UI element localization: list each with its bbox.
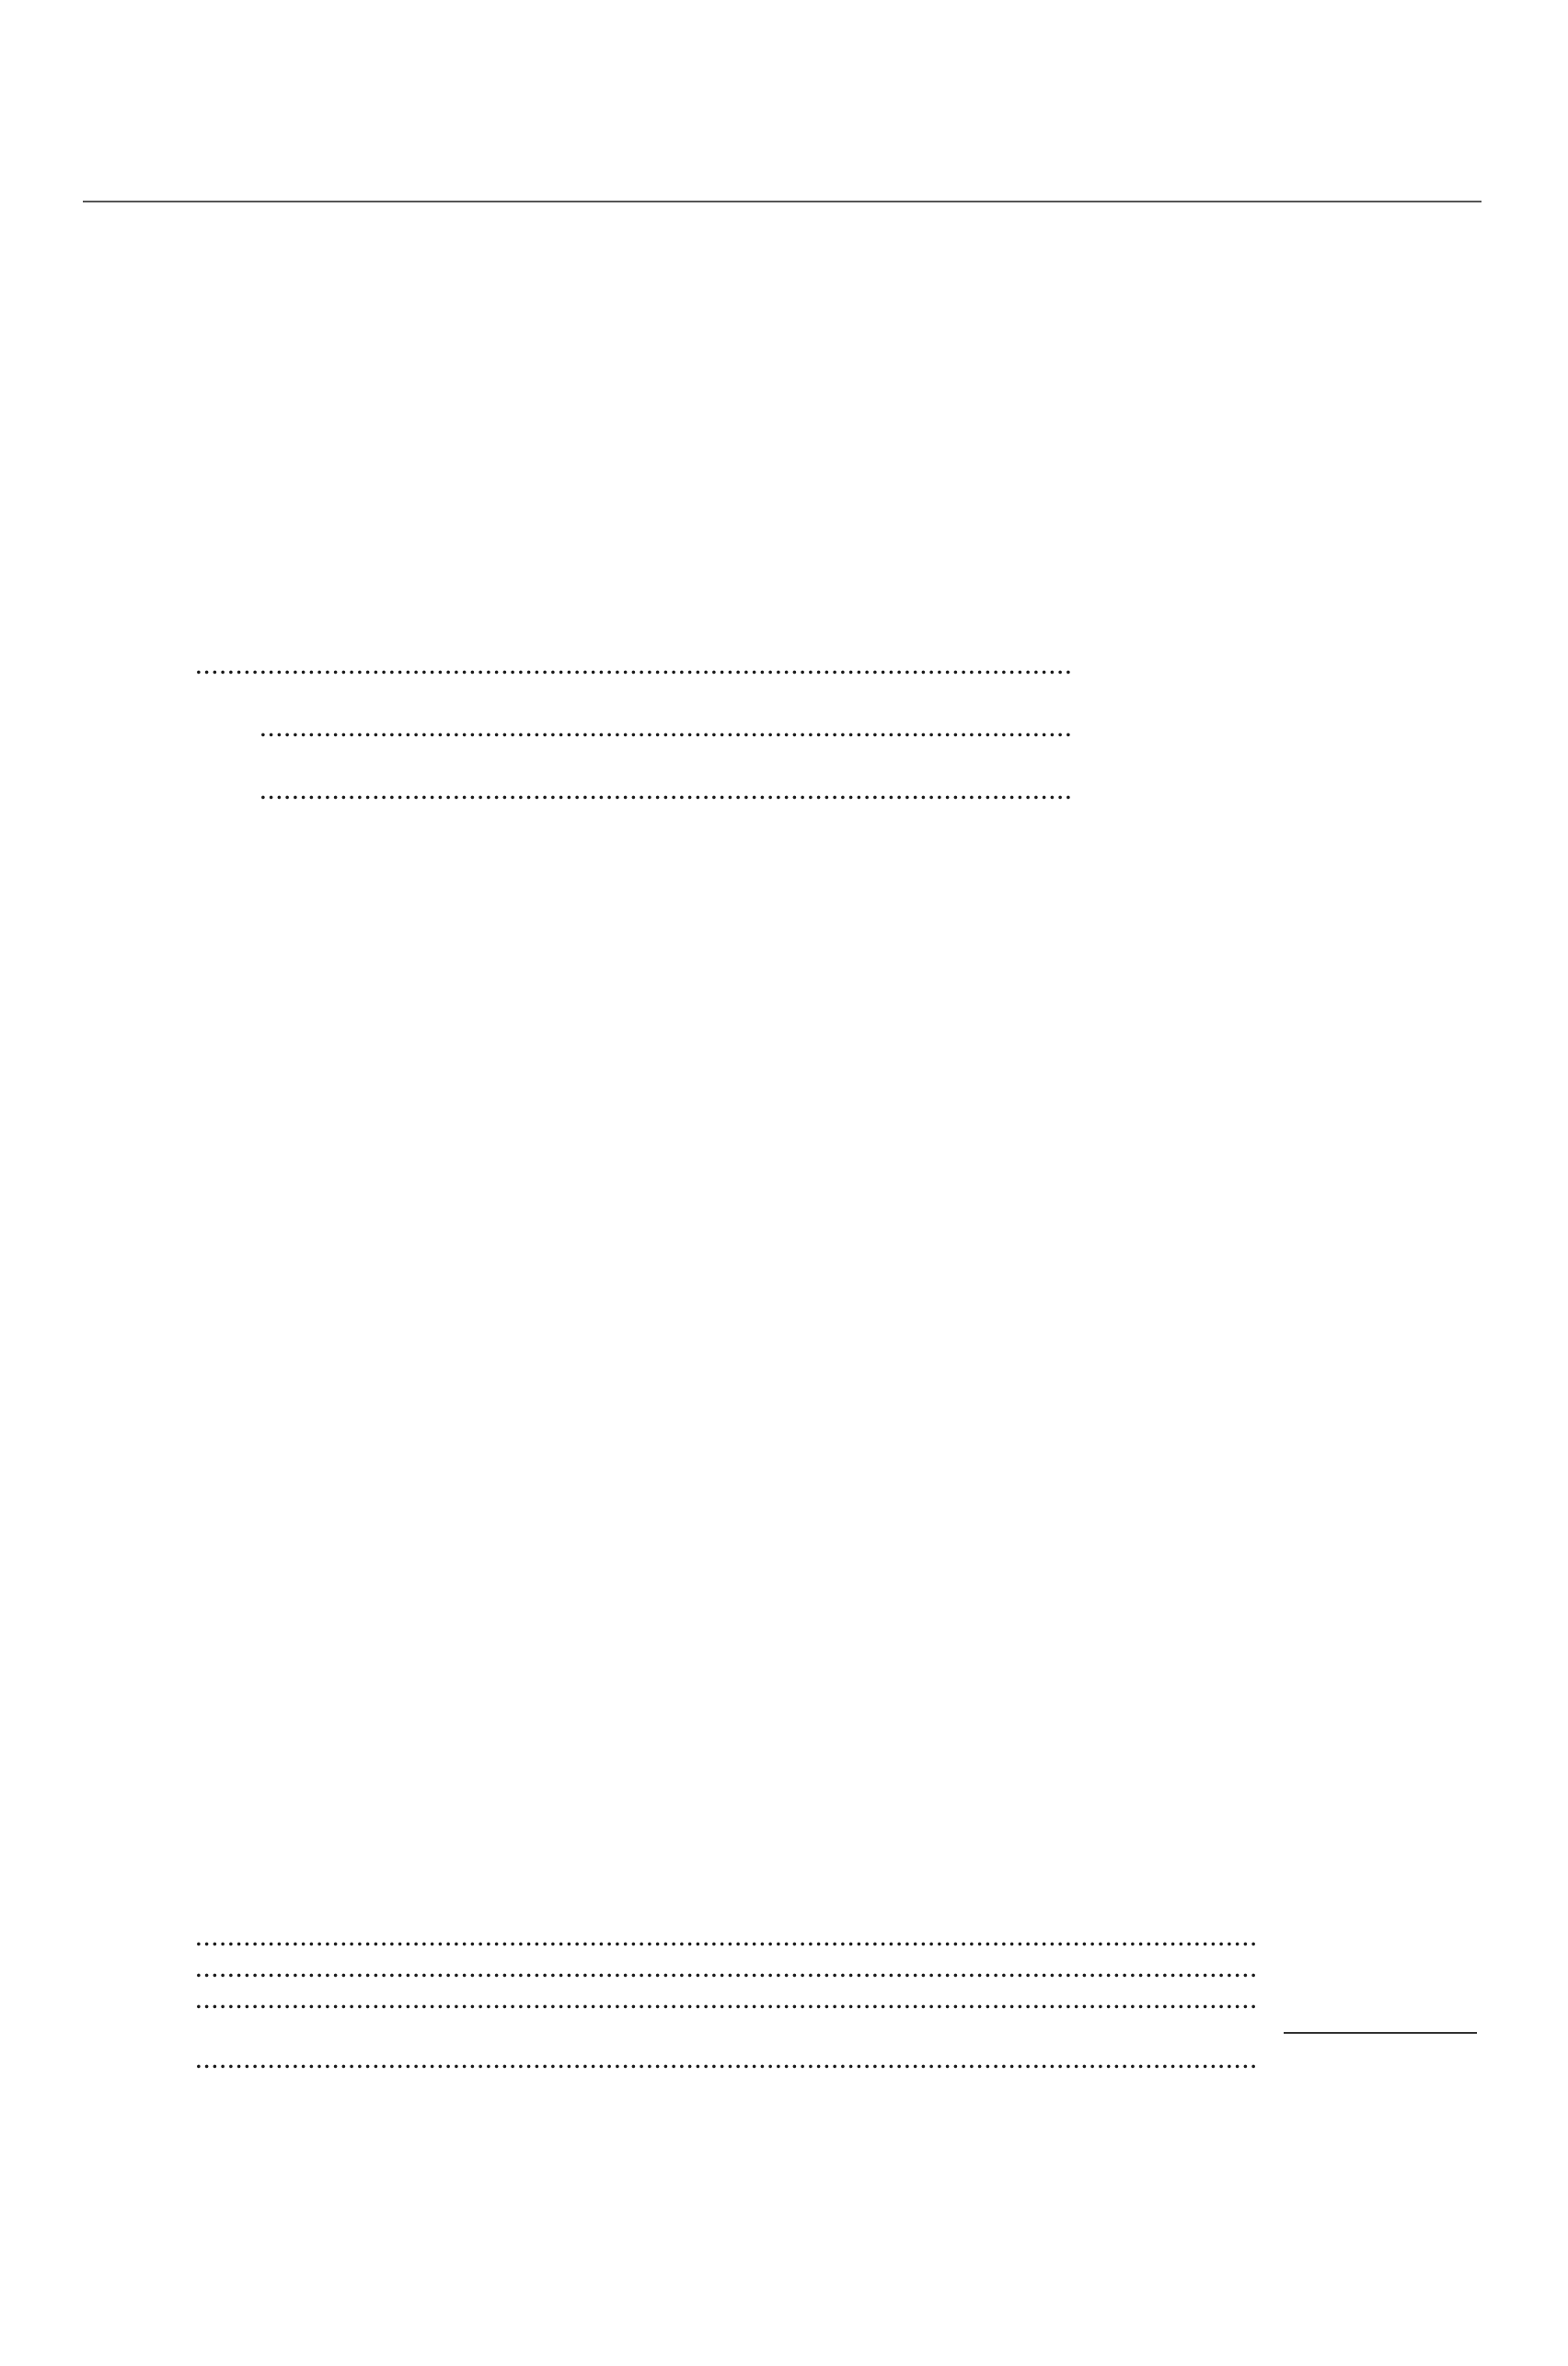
department-total-row [0,2043,1568,2074]
grand-total-rule [1284,2032,1477,2034]
total-kings-row [0,649,1568,680]
total-highway-label-2 [259,774,1071,805]
dominion-label [195,1952,1260,1983]
total-surveys-row-2 [0,711,1568,743]
page-header [83,145,1482,191]
total-resources-label [195,1921,1260,1952]
total-resources-row [0,1921,1568,1952]
header-rule [83,201,1482,202]
capital-label [195,1983,1260,2014]
total-surveys-row-1 [0,680,1568,711]
capital-row [0,1983,1568,2014]
department-total-label [195,2043,1260,2074]
total-surveys-label-2 [259,711,1071,743]
dominion-row [0,1952,1568,1983]
total-highway-row-2 [0,774,1568,805]
total-kings-label [195,649,1071,680]
total-highway-row-1 [0,743,1568,774]
